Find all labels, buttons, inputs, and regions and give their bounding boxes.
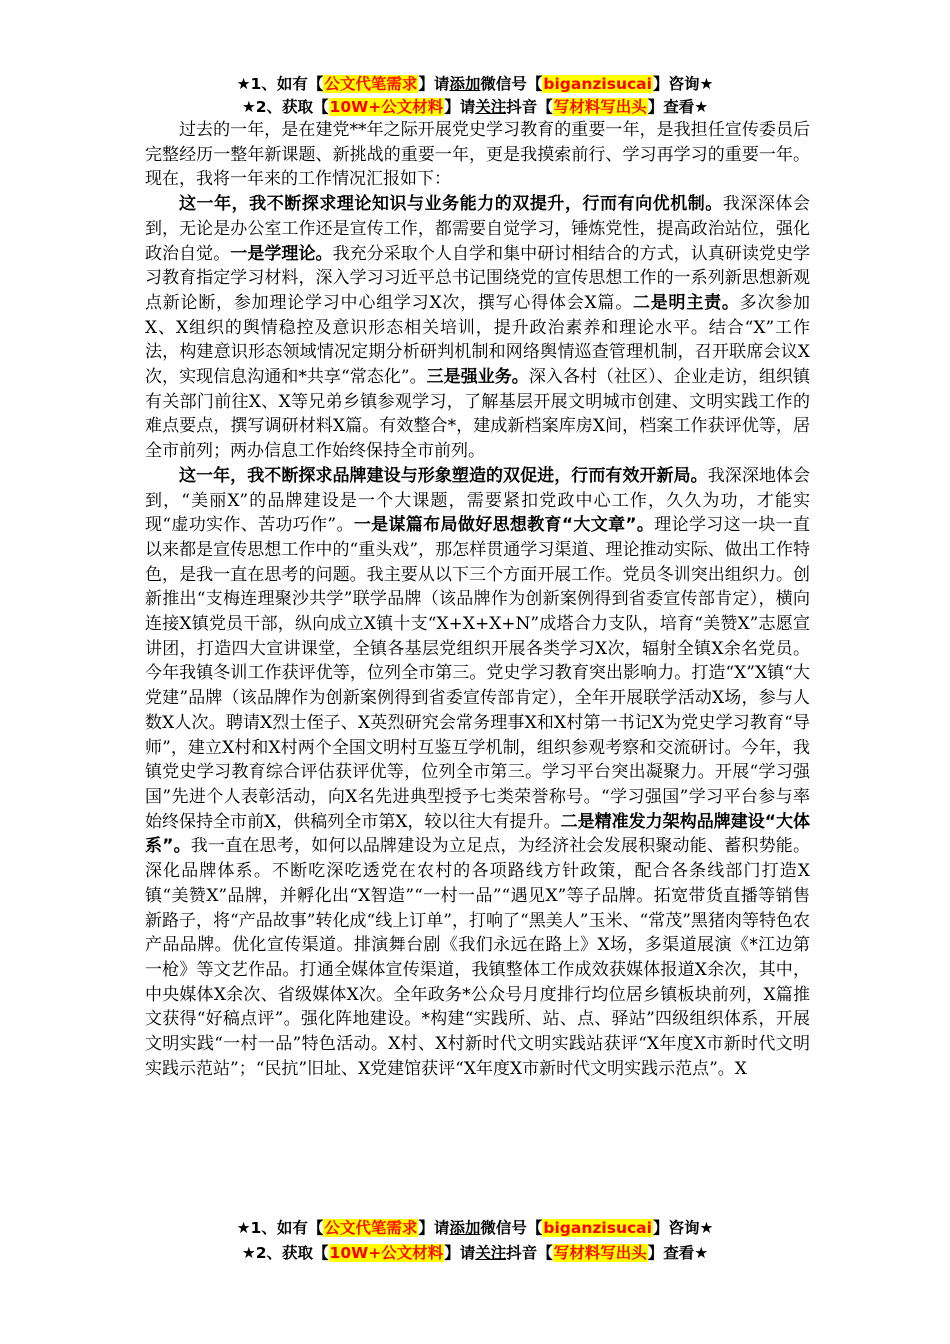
document-body: [145, 118, 810, 1081]
banner-text: 抖音【: [506, 1244, 553, 1262]
banner-text: 】咨询★: [652, 75, 714, 93]
banner-highlight: 写材料写出头: [553, 98, 647, 116]
banner-text: 】请: [444, 98, 476, 116]
banner-text: 】查看★: [647, 98, 709, 116]
subheading: 二是明主责。: [632, 292, 740, 313]
banner-text: 】咨询★: [652, 1219, 714, 1237]
body-text: 我深深地体会到，“美丽X”的品牌建设是一个大课题，需要紧扣党政中心工作，久久为功，才能实现“虚功实作、苦功巧作”。: [145, 465, 811, 536]
banner-text: 抖音【: [506, 98, 553, 116]
banner-text: ★1、如有【: [236, 1219, 324, 1237]
body-text: 我充分采取个人自学和集中研讨相结合的方式，认真研读党史学习教育指定学习材料，深入学习习近平总书记围绕党的宣传思想工作的一系列新思想新观点新论断，参加理论学习中心组学习X次，撰写心得体会X篇。: [145, 243, 811, 313]
body-text: 深入各村（社区）、企业走访，组织镇有关部门前往X、X等兄弟乡镇参观学习，了解基层开展文明城市创建、文明实践工作的难点要点，撰写调研材料X篇。有效整合*，建成新档案库房X间，档案工作获评优等，居全市前列；两办信息工作始终保持全市前列。: [145, 367, 811, 462]
section-1-heading: 这一年，我不断探求理论知识与业务能力的双提升，行而有向优机制。: [179, 194, 723, 215]
banner-underlined: 关注: [475, 1244, 507, 1262]
body-text: 我一直在思考，如何以品牌建设为立足点，为经济社会发展积聚动能、蓄积势能。深化品牌体系。不断吃深吃透党在农村的各项路线方针政策，配合各条线部门打造X镇“美赞X”品牌，并孵化出“X智造”“一村一品”“遇见X”等子品牌。拓宽带货直播等销售新路子，将“产品故事”转化成“线上订单”，打响了“黑美人”玉米、“常茂”黑猪肉等特色农产品品牌。优化宣传渠道。排演舞台剧《我们永远在路上》X场，多渠道展演《*江边第一枪》等文艺作品。打通全媒体宣传渠道，我镇整体工作成效获媒体报道X余次，其中，中央媒体X余次、省级媒体X次。全年政务*公众号月度排行均位居乡镇板块前列，X篇推文获得“好稿点评”。强化阵地建设。*构建“实践所、站、点、驿站”四级组织体系，开展文明实践“一村一品”特色活动。X村、X村新时代文明实践站获评“X年度X市新时代文明实践示范站”；“民抗”旧址、X党建馆获评“X年度X市新时代文明实践示范点”。X: [145, 836, 810, 1079]
banner-text: 微信号【: [480, 75, 543, 93]
banner-text: 微信号【: [480, 1219, 543, 1237]
body-text: 多次参加X、X组织的舆情稳控及意识形态相关培训，提升政治素养和理论水平。结合“X”工作法，构建意识形态领域情况定期分析研判机制和网络舆情巡查管理机制，召开联席会议X次，实现信息沟通和*共享“常态化”。: [145, 292, 810, 388]
intro-paragraph: 过去的一年，是在建党**年之际开展党史学习教育的重要一年，是我担任宣传委员后完整经历一整年新课题、新挑战的重要一年，更是我摸索前行、学习再学习的重要一年。现在，我将一年来的工作情况汇报如下：: [145, 120, 810, 190]
banner-text: 】请: [418, 1219, 450, 1237]
subheading: 一是谋篇布局做好思想教育“大文章”。: [353, 515, 655, 536]
section-2-paragraph: [145, 464, 810, 1082]
banner-line-1-bottom: [0, 1216, 950, 1240]
banner-line-1: [0, 72, 950, 96]
subheading: 二是精准发力架构品牌建设“大体系”。: [145, 811, 810, 857]
body-text: 我深深体会到，无论是办公室工作还是宣传工作，都需要自觉学习，锤炼党性，提高政治站位，强化政治自觉。: [145, 194, 810, 264]
banner-highlight: biganzisucai: [543, 75, 652, 93]
banner-highlight: 写材料写出头: [553, 1244, 647, 1262]
subheading: 三是强业务。: [426, 367, 529, 388]
section-1-paragraph: [145, 192, 810, 464]
banner-underlined: 关注: [475, 98, 507, 116]
banner-text: ★1、如有【: [236, 75, 324, 93]
banner-line-2-bottom: [0, 1241, 950, 1265]
section-2-heading: 这一年，我不断探求品牌建设与形象塑造的双促进，行而有效开新局。: [179, 465, 708, 486]
banner-text: 】查看★: [647, 1244, 709, 1262]
banner-underlined: 添加: [449, 1219, 481, 1237]
banner-text: 】请: [418, 75, 450, 93]
body-text: 理论学习这一块一直以来都是宣传思想工作中的“重头戏”，那怎样贯通学习渠道、理论推动实际、做出工作特色，是我一直在思考的问题。我主要从以下三个方面开展工作。党员冬训突出组织力。创新推出“支梅连理聚沙共学”联学品牌（该品牌作为创新案例得到省委宣传部肯定），横向连接X镇党员干部，纵向成立X镇十支“X+X+X+N”成塔合力支队，培育“美赞X”志愿宣讲团，打造四大宣讲课堂，全镇各基层党组织开展各类学习X次，辐射全镇X余名党员。今年我镇冬训工作获评优等，位列全市第三。党史学习教育突出影响力。打造“X”X镇“大党建”品牌（该品牌作为创新案例得到省委宣传部肯定），全年开展联学活动X场，参与人数X人次。聘请X烈士侄子、X英烈研究会常务理事X和X村第一书记X为党史学习教育“导师”，建立X村和X村两个全国文明村互鉴互学机制，组织参观考察和交流研讨。今年，我镇党史学习教育综合评估获评优等，位列全市第三。学习平台突出凝聚力。开展“学习强国”先进个人表彰活动，向X名先进典型授予七类荣誉称号。“学习强国”学习平台参与率始终保持全市前X，供稿列全市第X，较以往大有提升。: [145, 515, 810, 832]
banner-line-2: [0, 95, 950, 119]
banner-underlined: 添加: [449, 75, 481, 93]
banner-highlight: 公文代笔需求: [324, 1219, 418, 1237]
banner-text: ★2、获取【: [241, 1244, 329, 1262]
banner-text: ★2、获取【: [241, 98, 329, 116]
banner-text: 】请: [444, 1244, 476, 1262]
banner-highlight: 公文代笔需求: [324, 75, 418, 93]
banner-highlight: biganzisucai: [543, 1219, 652, 1237]
subheading: 一是学理论。: [230, 243, 333, 264]
banner-highlight: 10W+公文材料: [329, 1244, 444, 1262]
banner-highlight: 10W+公文材料: [329, 98, 444, 116]
